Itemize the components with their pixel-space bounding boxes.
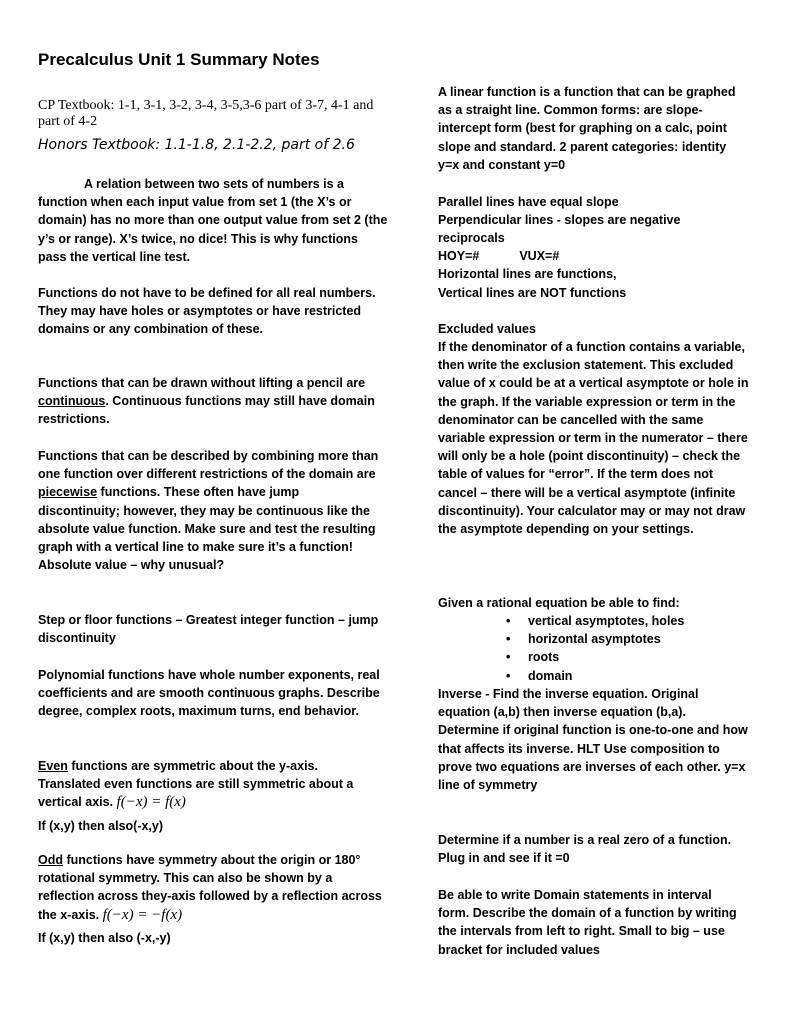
rational-intro: Given a rational equation be able to find: [438, 596, 680, 610]
odd-term: Odd [38, 853, 63, 867]
odd-formula: f(−x) = −f(x) [102, 906, 183, 923]
defined-paragraph: Functions do not have to be defined for all real numbers. They may have holes or asymptotes or have restricted domains or any combination of these. [38, 286, 376, 337]
hoy-text: HOY=# [438, 249, 480, 263]
horizontal-line-rule: Horizontal lines are functions, [438, 267, 617, 281]
honors-textbook: Honors Textbook: 1.1-1.8, 2.1-2.2, part of 2.6 [38, 137, 355, 153]
real-zero-paragraph: Determine if a number is a real zero of a function. Plug in and see if it =0 [438, 833, 732, 866]
piecewise-paragraph: Functions that can be described by combining more than one function over different restrictions of the domain are piecewise functions. These often have jump discontinuity; however, they may be continuous like the absolute value function. Make sure and test the resulting graph with a vertical line to make sure it’s a function! Absolute value – why unusual? [38, 449, 379, 573]
even-term: Even [38, 759, 68, 773]
domain-paragraph: Be able to write Domain statements in interval form. Describe the domain of a function by writing the intervals from left to right. Small to big – use bracket for included values [438, 888, 737, 957]
excluded-heading: Excluded values [438, 322, 536, 336]
linear-paragraph: A linear function is a function that can be graphed as a straight line. Common forms: are slope-intercept form (best for graphing on a calc, point slope and standard. 2 parent categories: identity y=x and constant y=0 [438, 85, 736, 172]
continuous-paragraph: Functions that can be drawn without lifting a pencil are continuous. Continuous functions may still have domain restrictions. [38, 376, 375, 427]
list-item: • domain [438, 667, 750, 685]
list-item: • horizontal asymptotes [438, 630, 750, 648]
odd-paragraph: Odd functions have symmetry about the origin or 180° rotational symmetry. This can also be shown by a reflection across they-axis followed by a reflection across the x-axis. f(−x) = −f(x) [38, 853, 382, 923]
hoy-vux-line [438, 247, 559, 265]
vux-text: VUX=# [519, 249, 560, 263]
page-title: Precalculus Unit 1 Summary Notes [38, 50, 320, 69]
excluded-paragraph: If the denominator of a function contains a variable, then write the exclusion statement. This excluded value of x could be at a vertical asymptote or hole in the graph. If the variable expression or term in the denominator can be cancelled with the same variable expression or term in the numerator – there will only be a hole (point discontinuity) – check the table of values for “error”. If the term does not cancel – there will be a vertical asymptote (infinite discontinuity). Your calculator may or may not draw the asymptote depending on your settings. [438, 340, 749, 537]
relation-paragraph: A relation between two sets of numbers is a function when each input value from set 1 (the X’s or domain) has no more than one output value from set 2 (the y’s or range). X’s twice, no dice! This is why functions pass the vertical line test. [38, 177, 388, 264]
cp-textbook: CP Textbook: 1-1, 3-1, 3-2, 3-4, 3-5,3-6 part of 3-7, 4-1 and part of 4-2 [38, 98, 374, 129]
even-formula: f(−x) = f(x) [116, 794, 186, 811]
perpendicular-line-rule: Perpendicular lines - slopes are negative reciprocals [438, 213, 681, 246]
even-point-rule: If (x,y) then also(-x,y) [38, 819, 164, 833]
parallel-line-rule: Parallel lines have equal slope [438, 195, 619, 209]
list-item: • roots [438, 648, 750, 666]
odd-point-rule: If (x,y) then also (-x,-y) [38, 931, 171, 945]
list-item: • vertical asymptotes, holes [438, 612, 750, 630]
even-paragraph: Even functions are symmetric about the y-axis. Translated even functions are still symmetric about a vertical axis. f(−x) = f(x) [38, 759, 354, 811]
continuous-term: continuous [38, 394, 106, 409]
rational-list [438, 612, 750, 685]
piecewise-term: piecewise [38, 485, 98, 500]
inverse-paragraph: Inverse - Find the inverse equation. Original equation (a,b) then inverse equation (b,a). Determine if original function is one-to-one and how that affects its inverse. HLT Use composition to prove two equations are inverses of each other. y=x line of symmetry [438, 687, 748, 793]
polynomial-paragraph: Polynomial functions have whole number exponents, real coefficients and are smooth continuous graphs. Describe degree, complex roots, maximum turns, end behavior. [38, 668, 380, 719]
step-paragraph: Step or floor functions – Greatest integer function – jump discontinuity [38, 613, 379, 646]
vertical-line-rule: Vertical lines are NOT functions [438, 286, 627, 300]
